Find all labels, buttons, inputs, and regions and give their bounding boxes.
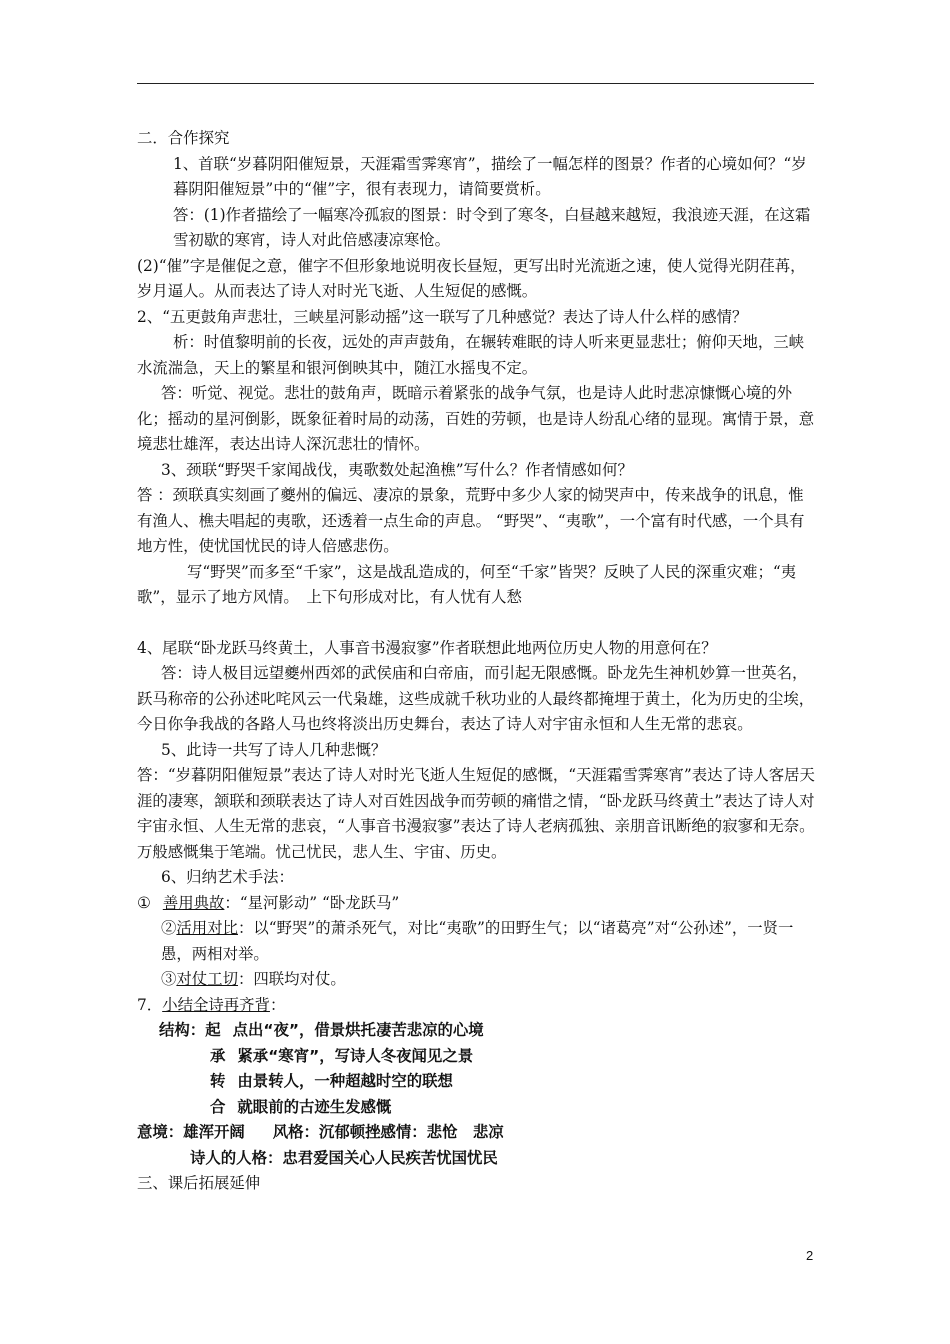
style-text: 风格：沉郁顿挫 — [272, 1123, 381, 1141]
structure-row-2 — [137, 1044, 817, 1070]
answer-4: 答：诗人极目远望夔州西郊的武侯庙和白帝庙，而引起无限感慨。卧龙先生神机妙算一世英名，跃马称帝的公孙述叱咤风云一代枭雄，这些成就千秋功业的人最终都掩埋于黄土，化为历史的尘埃，今日你争我战的各路人马也终将淡出历史舞台，表达了诗人对宇宙永恒和人生无常的悲哀。 — [137, 664, 815, 733]
question-7-tail: ： — [269, 995, 286, 1014]
structure-row-3 — [137, 1069, 817, 1095]
method-2-text: ：以“野哭”的萧杀死气，对比“夷歌”的田野生气；以“诸葛亮”对“公孙述”，一贤一愚，两相对举。 — [161, 919, 794, 963]
structure-key-3: 转 — [210, 1072, 226, 1090]
method-2-label: 活用对比 — [176, 919, 238, 937]
structure-label: 结构： — [159, 1021, 206, 1039]
personality-row: 诗人的人格：忠君爱国关心人民疾苦忧国忧民 — [190, 1148, 498, 1167]
structure-row-1 — [137, 1018, 817, 1044]
section-3-heading: 三、课后拓展延伸 — [137, 1174, 261, 1192]
mood-text: 意境：雄浑开阔 — [137, 1123, 245, 1141]
answer-3: 答 ：颈联真实刻画了夔州的偏远、凄凉的景象，荒野中多少人家的恸哭声中，传来战争的讯息，惟有渔人、樵夫唱起的夷歌，还透着一点生命的声息。 “野哭”、“夷歌”，一个富有时代感，一个具有地方性，使忧国忧民的诗人倍感悲伤。 — [137, 486, 805, 555]
question-7-number: 7． — [137, 995, 163, 1014]
question-2: 2、“五更鼓角声悲壮，三峡星河影动摇”这一联写了几种感觉？表达了诗人什么样的感情？ — [137, 307, 748, 326]
structure-key-1: 起 — [205, 1021, 221, 1039]
structure-row-4 — [137, 1095, 817, 1121]
method-2-number: ② — [161, 919, 177, 937]
method-3-number: ③ — [161, 970, 177, 988]
question-4: 4、尾联“卧龙跃马终黄土，人事音书漫寂寥”作者联想此地两位历史人物的用意何在？ — [137, 638, 717, 657]
method-2 — [137, 916, 817, 967]
style-row — [137, 1120, 817, 1146]
structure-text-1: 点出“夜”，借景烘托凄苦悲凉的心境 — [232, 1021, 484, 1039]
method-1-label: 善用典故 — [162, 893, 225, 912]
method-3 — [137, 967, 817, 993]
page-number: 2 — [806, 1248, 814, 1263]
question-1-text: 1、首联“岁暮阴阳催短景，天涯霜雪霁寒宵”，描绘了一幅怎样的图景？作者的心境如何？“岁暮阴阳催短景”中的“催”字，很有表现力，请简要赏析。 — [173, 154, 807, 198]
question-6: 6、归纳艺术手法： — [161, 868, 294, 886]
method-1-number: ① — [137, 893, 151, 912]
emotion-text: 感情：悲怆 悲凉 — [380, 1123, 504, 1141]
answer-1-text: 答：(1)作者描绘了一幅寒冷孤寂的图景：时令到了寒冬，白昼越来越短，我浪迹天涯，在这霜雪初歇的寒宵，诗人对此倍感凄凉寒怆。 — [173, 205, 811, 249]
header-rule — [137, 83, 814, 84]
analysis-2: 析：时值黎明前的长夜，远处的声声鼓角，在辗转难眠的诗人听来更显悲壮；俯仰天地，三峡水流湍急，天上的繁星和银河倒映其中，随江水摇曳不定。 — [137, 333, 805, 377]
section-heading: 二．合作探究 — [137, 129, 230, 147]
method-3-text: ：四联均对仗。 — [237, 970, 346, 988]
answer-1 — [137, 203, 817, 254]
question-3: 3、颈联“野哭千家闻战伐，夷歌数处起渔樵”写什么？作者情感如何？ — [161, 460, 633, 479]
structure-key-2: 承 — [210, 1046, 226, 1065]
answer-3b: 写“野哭”而多至“千家”，这是战乱造成的，何至“千家”皆哭？反映了人民的深重灾难；“夷歌”，显示了地方风情。 上下句形成对比，有人忧有人愁 — [137, 562, 797, 606]
question-7-label: 小结全诗再齐背 — [162, 995, 270, 1014]
structure-text-2: 紧承“寒宵”，写诗人冬夜闻见之景 — [237, 1046, 474, 1065]
answer-2: 答：听觉、视觉。悲壮的鼓角声，既暗示着紧张的战争气氛，也是诗人此时悲凉慷慨心境的外化；摇动的星河倒影，既象征着时局的动荡，百姓的劳顿，也是诗人纷乱心绪的显现。寓情于景，意境悲壮雄浑，表达出诗人深沉悲壮的情怀。 — [137, 384, 815, 453]
question-7 — [137, 993, 817, 1019]
answer-5: 答：“岁暮阴阳催短景”表达了诗人对时光飞逝人生短促的感慨，“天涯霜雪霁寒宵”表达了诗人客居天涯的凄寒，颔联和颈联表达了诗人对百姓因战争而劳顿的痛惜之情，“卧龙跃马终黄土”表达了诗人对宇宙永恒、人生无常的悲哀，“人事音书漫寂寥”表达了诗人老病孤独、亲朋音讯断绝的寂寥和无奈。万般感慨集于笔端。忧己忧民，悲人生、宇宙、历史。 — [137, 766, 815, 861]
question-1 — [137, 152, 817, 203]
method-3-label: 对仗工切 — [176, 970, 238, 988]
document-body — [137, 126, 817, 1197]
answer-1b: (2)“催”字是催促之意，催字不但形象地说明夜长昼短，更写出时光流逝之速，使人觉得光阴荏苒，岁月逼人。从而表达了诗人对时光飞逝、人生短促的感慨。 — [137, 256, 806, 300]
spacer — [137, 611, 817, 636]
question-5: 5、此诗一共写了诗人几种悲慨？ — [161, 740, 387, 759]
structure-key-4: 合 — [210, 1097, 226, 1116]
method-1-text: ：“星河影动” “卧龙跃马” — [224, 893, 400, 912]
structure-text-4: 就眼前的古迹生发感慨 — [237, 1097, 392, 1116]
structure-text-3: 由景转人，一种超越时空的联想 — [237, 1072, 453, 1090]
method-1 — [137, 891, 817, 917]
